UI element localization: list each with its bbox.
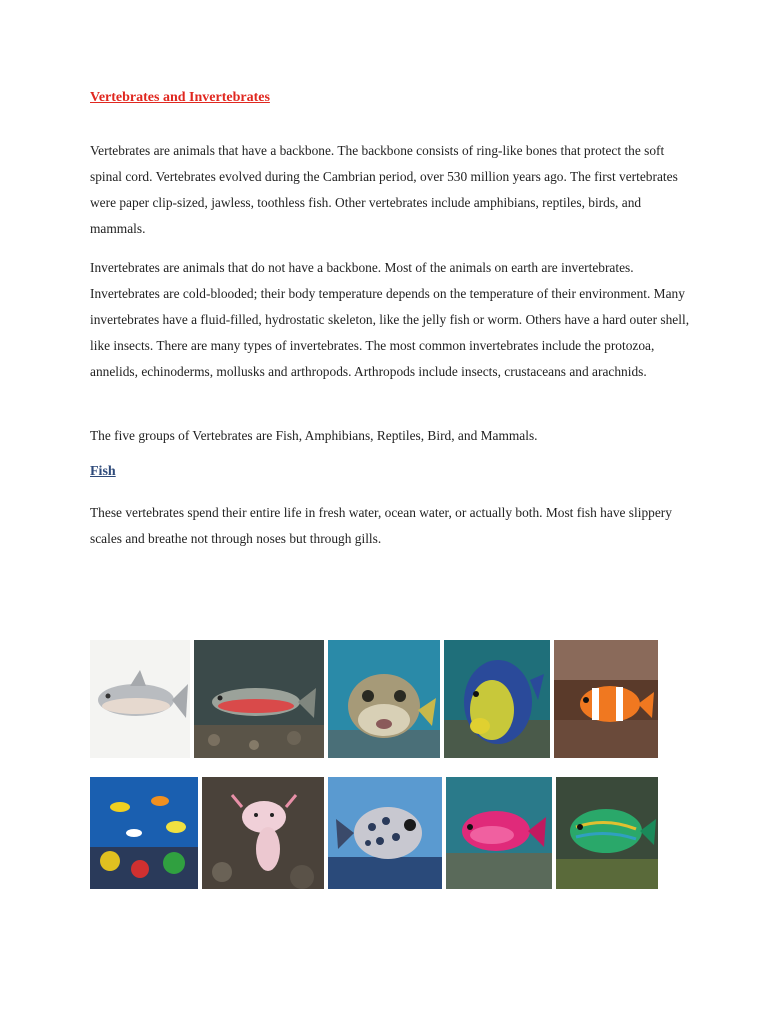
paragraph-five-groups: The five groups of Vertebrates are Fish, Amphibians, Reptiles, Bird, and Mammals. <box>90 428 538 443</box>
paragraph-invertebrates: Invertebrates are animals that do not have a backbone. Most of the animals on earth are invertebrates. Invertebrates are cold-blooded; their body temperature depends on the temperature of their environment. Many invertebrates have a fluid-filled, hydrostatic skeleton, like the jelly fish or worm. Others have a hard outer shell, like insects. There are many types of invertebrates. The most common invertebrates include the protozoa, annelids, echinoderms, mollusks and arthropods. Arthropods include insects, crustaceans and arachnids. <box>90 260 690 379</box>
fish-photo-pufferfish <box>328 640 440 758</box>
paragraph-fish: These vertebrates spend their entire life in fresh water, ocean water, or actually both. Most fish have slippery scales and breathe not through noses but through gills. <box>90 505 672 546</box>
paragraph-vertebrates: Vertebrates are animals that have a backbone. The backbone consists of ring-like bones that protect the soft spinal cord. Vertebrates evolved during the Cambrian period, over 530 million years ago. The first vertebrates were paper clip-sized, jawless, toothless fish. Other vertebrates include amphibians, reptiles, birds, and mammals. <box>90 143 678 236</box>
section-heading-fish: Fish <box>90 464 116 479</box>
fish-photo-coral-reef <box>90 777 198 889</box>
fish-photo-angelfish <box>444 640 550 758</box>
fish-photo-pink-anthias <box>446 777 552 889</box>
document-title: Vertebrates and Invertebrates <box>90 90 270 105</box>
fish-photo-spotted-fish <box>328 777 442 889</box>
fish-photo-red-salmon <box>194 640 324 758</box>
fish-photo-salmon-white <box>90 640 190 758</box>
fish-photo-clownfish <box>554 640 658 758</box>
fish-photo-axolotl <box>202 777 324 889</box>
fish-photo-green-wrasse <box>556 777 658 889</box>
